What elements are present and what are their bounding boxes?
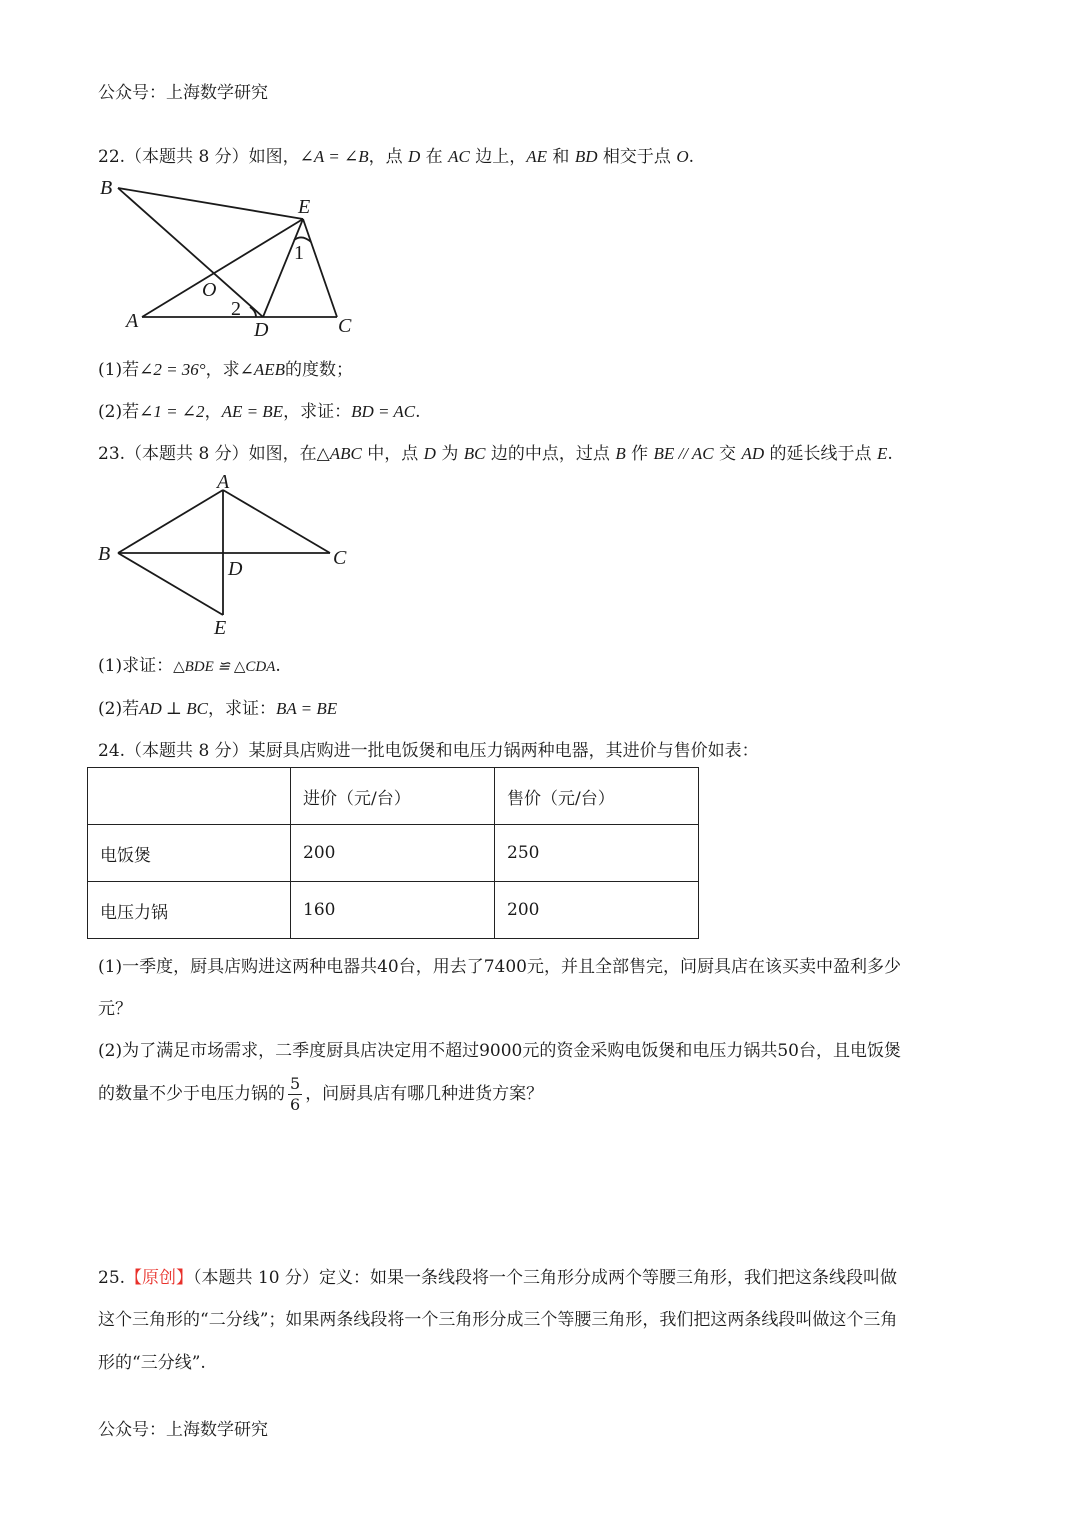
price-table	[87, 767, 699, 939]
q24-part2-line1: (2)为了满足市场需求，二季度厨具店决定用不超过9000元的资金采购电饭煲和电压力锅共50台，且电饭煲	[98, 1041, 901, 1061]
q23-stem: 23.（本题共 8 分）如图，在△ABC 中，点 D 为 BC 边的中点，过点 B 作 BE // AC 交 AD 的延长线于点 E.	[98, 444, 893, 464]
q25-line2: 这个三角形的“二分线”；如果两条线段将一个三角形分成三个等腰三角形，我们把这两条线段叫做这个三角	[98, 1310, 898, 1330]
segment-ab	[118, 490, 223, 553]
table-header-cell: 售价（元/台）	[495, 768, 699, 825]
label-angle-2: 2	[231, 298, 241, 320]
q24-part1-line2: 元？	[98, 999, 132, 1019]
q22-figure	[90, 170, 380, 345]
table-cell: 200	[291, 825, 495, 882]
table-header-row	[88, 768, 699, 825]
label-d: D	[228, 558, 243, 580]
table-cell: 250	[495, 825, 699, 882]
segment-be	[118, 188, 303, 219]
table-header-cell: 进价（元/台）	[291, 768, 495, 825]
label-a: A	[126, 310, 139, 332]
label-a: A	[217, 471, 230, 493]
fraction-five-sixths: $\frac{5}{6}$	[290, 1074, 301, 1114]
q25-line1: 25.【原创】（本题共 10 分）定义：如果一条线段将一个三角形分成两个等腰三角形，我们把这条线段叫做	[98, 1268, 897, 1288]
q24-stem: 24.（本题共 8 分）某厨具店购进一批电饭煲和电压力锅两种电器，其进价与售价如表：	[98, 741, 759, 761]
q23-part2: (2)若AD ⊥ BC，求证：BA = BE	[98, 699, 338, 719]
segment-ac	[223, 490, 330, 553]
q22-stem: 22.（本题共 8 分）如图，∠A = ∠B，点 D 在 AC 边上，AE 和 BD 相交于点 O.	[98, 147, 694, 167]
label-c: C	[338, 315, 352, 337]
page-header: 公众号：上海数学研究	[98, 83, 268, 103]
table-row	[88, 825, 699, 882]
label-o: O	[202, 279, 217, 301]
label-e: E	[298, 196, 311, 218]
segment-ae	[142, 219, 303, 317]
original-tag: 【原创】	[125, 1268, 194, 1288]
table-row	[88, 882, 699, 939]
segment-ec	[303, 219, 337, 317]
table-cell: 160	[291, 882, 495, 939]
page-footer: 公众号：上海数学研究	[98, 1420, 268, 1440]
segment-bd	[118, 188, 263, 317]
segment-be	[118, 553, 223, 615]
q23-figure	[90, 470, 370, 642]
label-b: B	[98, 543, 111, 565]
segment-de	[263, 219, 303, 317]
angle-2-arc	[250, 307, 256, 317]
label-c: C	[333, 547, 347, 569]
q22-part2: (2)若∠1 = ∠2，AE = BE，求证：BD = AC.	[98, 402, 421, 422]
table-header-cell	[88, 768, 291, 825]
table-cell: 电饭煲	[88, 825, 291, 882]
table-cell: 200	[495, 882, 699, 939]
table-cell: 电压力锅	[88, 882, 291, 939]
q23-part1: (1)求证：△BDE ≌ △CDA.	[98, 656, 281, 676]
label-e: E	[214, 617, 227, 639]
q25-line3: 形的“三分线”.	[98, 1353, 206, 1373]
q22-part1: (1)若∠2 = 36°，求∠AEB的度数；	[98, 360, 354, 380]
label-angle-1: 1	[294, 242, 304, 264]
q24-part1-line1: (1)一季度，厨具店购进这两种电器共40台，用去了7400元，并且全部售完，问厨具店在该买卖中盈利多少	[98, 957, 901, 977]
label-d: D	[254, 319, 269, 341]
q24-part2-line2: 的数量不少于电压力锅的 $\frac{5}{6}$ ，问厨具店有哪几种进货方案？	[98, 1074, 544, 1114]
label-b: B	[100, 177, 113, 199]
